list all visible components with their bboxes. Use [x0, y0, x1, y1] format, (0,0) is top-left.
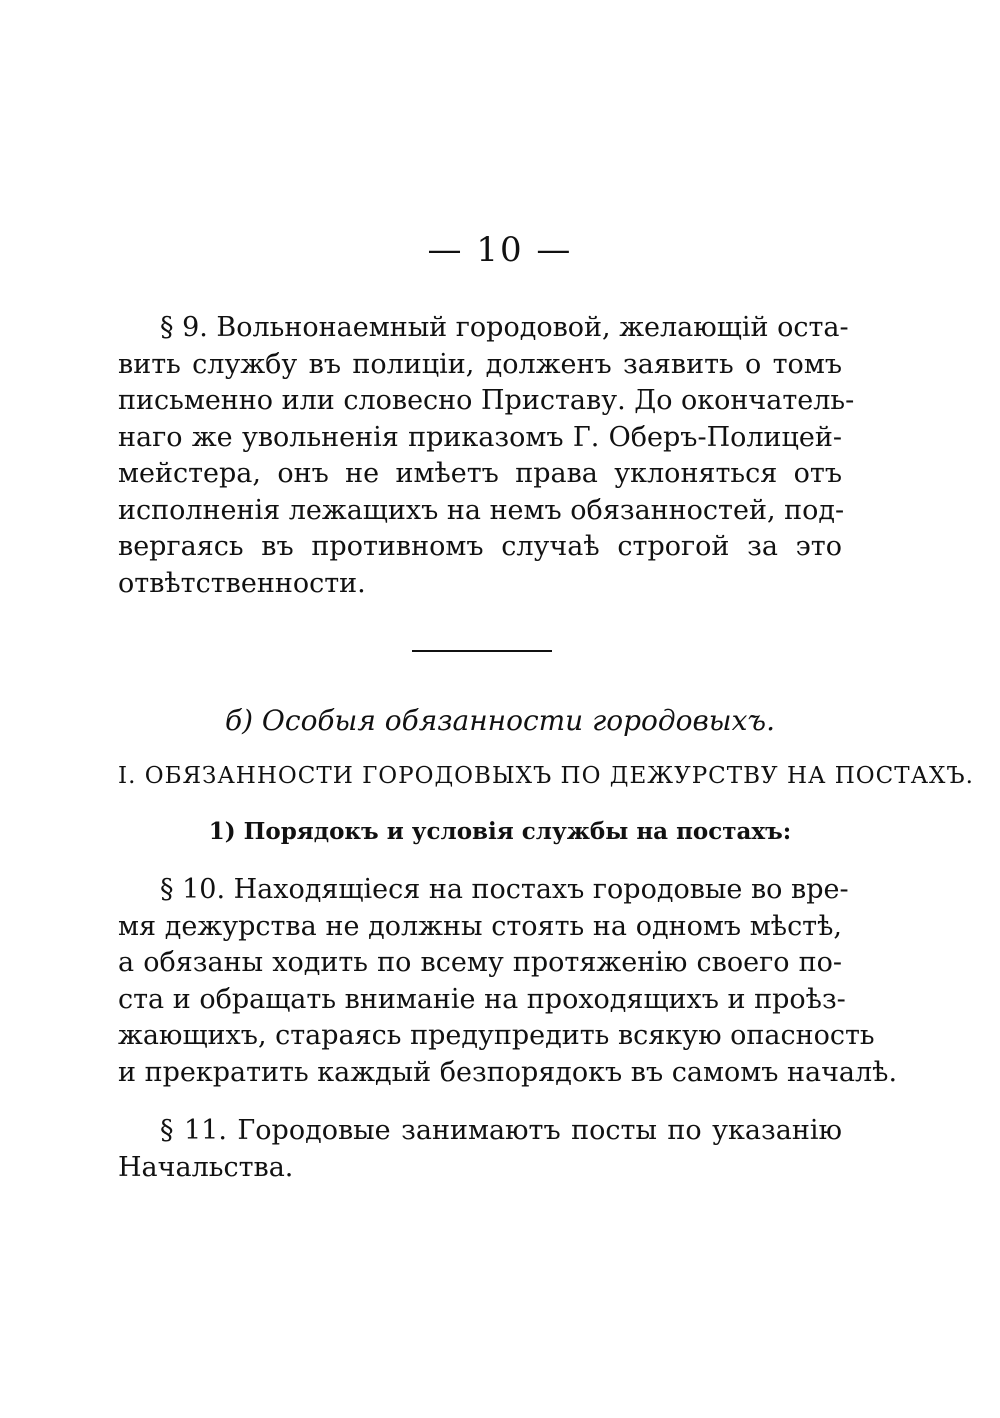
paragraph-10-line: ста и обращать вниманіе на проходящихъ и проѣз-	[118, 983, 846, 1015]
section-title: I. ОБЯЗАННОСТИ ГОРОДОВЫХЪ ПО ДЕЖУРСТВУ НА ПОСТАХЪ.	[118, 763, 974, 789]
paragraph-9-line: письменно или словесно Приставу. До окончатель-	[118, 385, 855, 416]
rule-title: 1) Порядокъ и условія службы на постахъ:	[208, 818, 792, 845]
paragraph-11	[118, 1113, 842, 1186]
paragraph-10-line: жающихъ, стараясь предупредить всякую опасность	[118, 1020, 875, 1051]
paragraph-10-line: § 10. Находящіеся на постахъ городовые во вре-	[160, 874, 849, 905]
section-separator	[412, 650, 552, 652]
paragraph-10-line: мя дежурства не должны стоять на одномъ мѣстѣ,	[118, 910, 842, 942]
paragraph-9-line: вить службу въ полиціи, долженъ заявить о томъ	[118, 348, 842, 380]
paragraph-9-line: § 9. Вольнонаемный городовой, желающій оста-	[160, 312, 849, 343]
paragraph-9-line: исполненія лежащихъ на немъ обязанностей, под-	[118, 494, 845, 526]
paragraph-9	[118, 310, 855, 602]
paragraph-9-line: вергаясь въ противномъ случаѣ строгой за это	[118, 531, 842, 562]
paragraph-11-line: § 11. Городовые занимаютъ посты по указанію	[160, 1115, 842, 1146]
paragraph-11-line: Начальства.	[118, 1151, 294, 1183]
paragraph-9-line: мейстера, онъ не имѣетъ права уклоняться отъ	[118, 458, 842, 489]
paragraph-10-line: и прекратить каждый безпорядокъ въ самомъ началѣ.	[118, 1056, 898, 1088]
paragraph-9-line: отвѣтственности.	[118, 567, 366, 599]
paragraph-9-line: наго же увольненія приказомъ Г. Оберъ-Полицей-	[118, 421, 842, 453]
paragraph-10	[118, 872, 898, 1091]
paragraph-10-line: а обязаны ходить по всему протяженію своего по-	[118, 947, 842, 978]
page-number: — 10 —	[427, 230, 573, 270]
subheading: б) Особыя обязанности городовыхъ.	[225, 704, 775, 737]
